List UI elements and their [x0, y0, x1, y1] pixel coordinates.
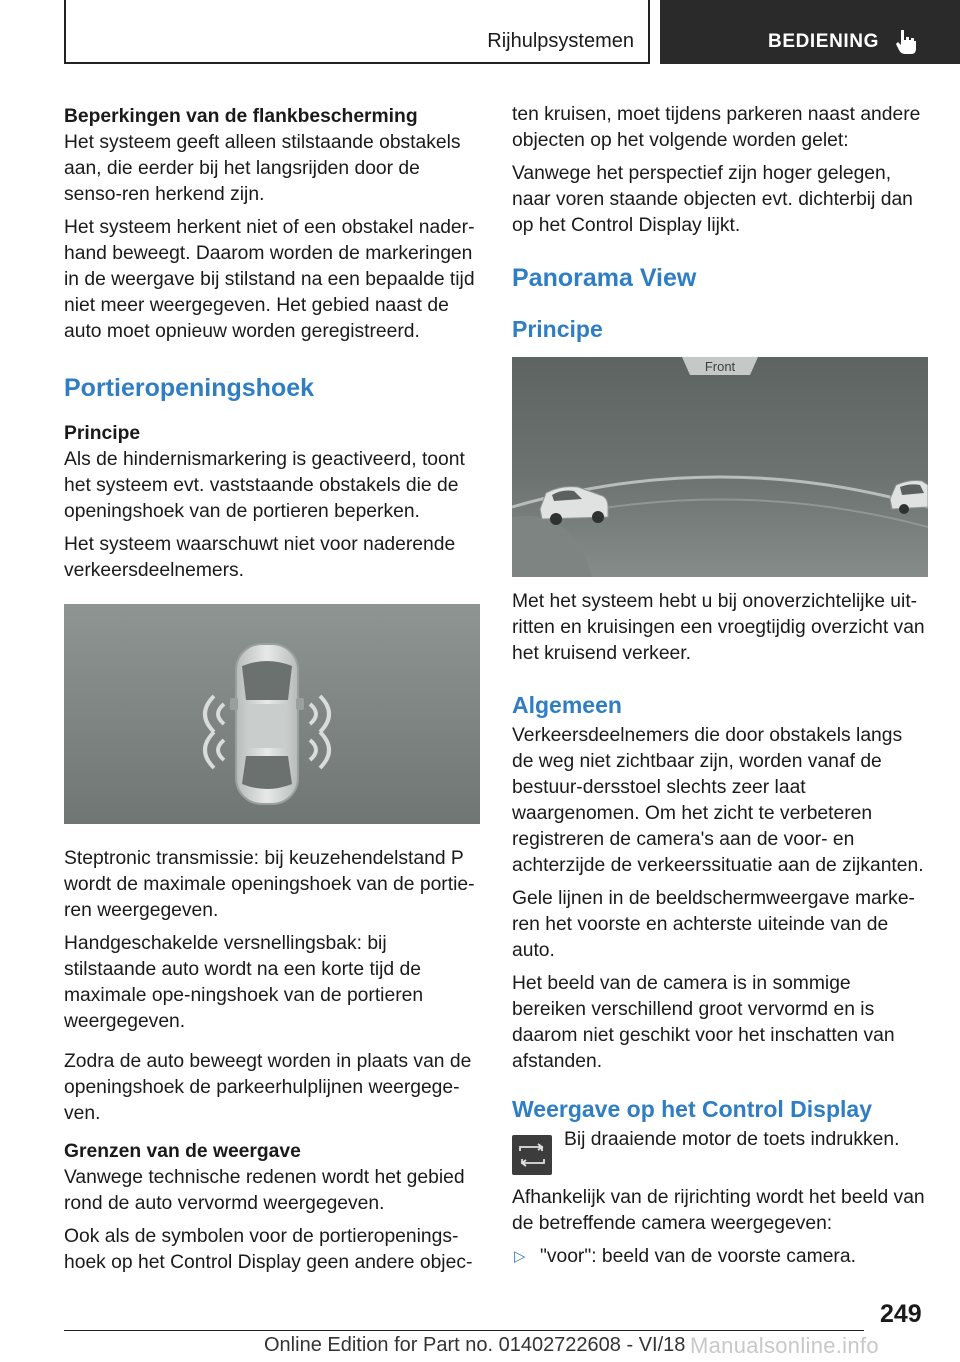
paragraph: Steptronic transmissie: bij keuzehendelstand P wordt de maximale openingshoek van de portie-ren weergegeven. [64, 848, 475, 921]
page-number: 249 [880, 1300, 922, 1328]
heading-display-limits: Grenzen van de weergave [64, 1141, 301, 1162]
header-chapter-box [64, 0, 650, 64]
paragraph: Het beeld van de camera is in sommige bereiken verschillend groot vervormd en is daarom niet geschikt voor het inschatten van afstanden. [512, 973, 895, 1072]
footer-divider [64, 1330, 864, 1331]
door-angle-illustration [64, 604, 480, 824]
paragraph: Het systeem herkent niet of een obstakel nader-hand beweegt. Daarom worden de markeringen in de weergave bij stilstand na een bepaalde tijd niet meer weergegeven. Het gebied naast de auto moet opnieuw worden geregistreerd. [64, 217, 475, 342]
paragraph: Als de hindernismarkering is geactiveerd, toont het systeem evt. vaststaande obstakels die de openingshoek van de portieren beperken. [64, 449, 465, 522]
panorama-view-illustration [512, 357, 928, 577]
paragraph: Het systeem waarschuwt niet voor naderende verkeersdeelnemers. [64, 534, 456, 581]
header-section-box [660, 0, 960, 64]
heading-principle: Principe [64, 423, 141, 444]
camera-button-icon [512, 1135, 552, 1175]
pointing-hand-icon [892, 26, 922, 56]
paragraph: Het systeem geeft alleen stilstaande obstakels aan, die eerder bij het langsrijden door de senso-ren herkend zijn. [64, 132, 461, 205]
left-column [64, 102, 480, 1283]
paragraph: Ook als de symbolen voor de portieropenings-hoek op het Control Display geen andere objec- [64, 1226, 473, 1273]
heading-general: Algemeen [512, 692, 622, 718]
key-instruction-text: Bij draaiende motor de toets indrukken. [564, 1129, 900, 1150]
paragraph: ten kruisen, moet tijdens parkeren naast andere objecten op het volgende worden gelet: [512, 104, 921, 151]
heading-door-angle: Portieropeningshoek [64, 374, 315, 402]
key-instruction [512, 1127, 928, 1171]
chapter-title: Rijhulpsystemen [487, 30, 634, 52]
heading-control-display: Weergave op het Control Display [512, 1096, 872, 1122]
paragraph: Vanwege het perspectief zijn hoger gelegen, naar voren staande objecten evt. dichterbij dan op het Control Display lijkt. [512, 163, 913, 236]
paragraph: Verkeersdeelnemers die door obstakels langs de weg niet zichtbaar zijn, worden vanaf de bestuur-dersstoel slechts zeer laat waargenomen. Om het zicht te verbeteren registreren de camera's aan de voor- en achterzijde de verkeerssituatie aan de zijkanten. [512, 725, 924, 876]
watermark: Manualsonline.info [690, 1333, 879, 1358]
paragraph: Vanwege technische redenen wordt het gebied rond de auto vervormd weergegeven. [64, 1167, 465, 1214]
panorama-front-label: Front [704, 359, 736, 374]
footer-edition: Online Edition for Part no. 01402722608 - VI/18 [264, 1334, 686, 1356]
paragraph: Met het systeem hebt u bij onoverzichtelijke uit-ritten en kruisingen een vroegtijdig overzicht van het kruisend verkeer. [512, 591, 925, 664]
paragraph: Afhankelijk van de rijrichting wordt het beeld van de betreffende camera weergegeven: [512, 1187, 925, 1234]
paragraph: Gele lijnen in de beeldschermweergave marke-ren het voorste en achterste uiteinde van de auto. [512, 888, 915, 961]
list-item [512, 1244, 928, 1270]
heading-panorama-view: Panorama View [512, 264, 697, 292]
heading-principle: Principe [512, 316, 603, 342]
right-column [512, 102, 928, 1270]
triangle-bullet-icon: ▷ [514, 1248, 526, 1265]
section-title: BEDIENING [768, 31, 879, 52]
list-item-text: "voor": beeld van de voorste camera. [540, 1246, 856, 1267]
heading-limits: Beperkingen van de flankbescherming [64, 106, 418, 127]
paragraph: Handgeschakelde versnellingsbak: bij stilstaande auto wordt na een korte tijd de maximale ope-ningshoek van de portieren weergegeven. [64, 933, 424, 1032]
paragraph: Zodra de auto beweegt worden in plaats van de openingshoek de parkeerhulplijnen weergege-ven. [64, 1051, 472, 1124]
